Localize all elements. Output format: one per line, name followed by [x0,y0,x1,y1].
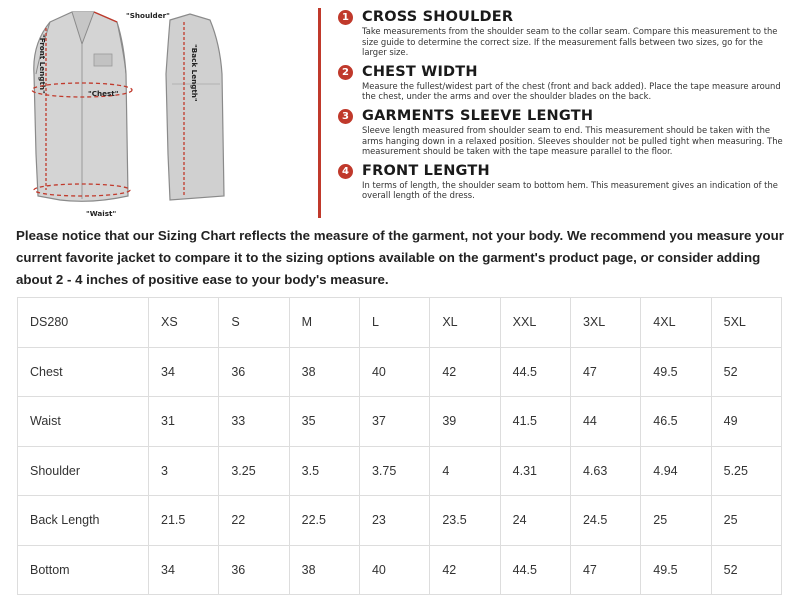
table-row-label: Bottom [18,545,149,595]
table-cell: 38 [289,545,359,595]
table-row-label: Back Length [18,496,149,546]
table-cell: 36 [219,545,289,595]
table-header-row [18,298,782,348]
table-header-cell: L [359,298,429,348]
instruction-list [338,8,788,206]
instruction-title: GARMENTS SLEEVE LENGTH [362,107,594,124]
instruction-sleeve-length [338,107,788,157]
table-cell: 39 [430,397,500,447]
table-header-cell: XS [149,298,219,348]
table-cell: 33 [219,397,289,447]
table-cell: 44 [570,397,640,447]
table-header-cell: XXL [500,298,570,348]
table-cell: 46.5 [641,397,711,447]
table-cell: 24.5 [570,496,640,546]
table-cell: 40 [359,545,429,595]
table-cell: 49.5 [641,347,711,397]
instruction-title: CHEST WIDTH [362,63,478,80]
vest-diagram [22,4,232,219]
table-row [18,347,782,397]
chest-label: "Chest" [88,89,119,98]
table-cell: 3 [149,446,219,496]
table-cell: 38 [289,347,359,397]
table-cell: 42 [430,545,500,595]
table-row [18,496,782,546]
table-cell: 37 [359,397,429,447]
red-divider [318,8,321,218]
instruction-text: In terms of length, the shoulder seam to bottom hem. This measurement gives an indication of the overall length of the dress. [362,179,778,201]
vest-pocket [94,54,112,66]
table-row-label: Chest [18,347,149,397]
table-cell: 24 [500,496,570,546]
table-cell: 25 [641,496,711,546]
table-cell: 41.5 [500,397,570,447]
instruction-text: Measure the fullest/widest part of the chest (front and back added). Place the tape measure around the chest, under the arms and over the shoulder blades on the back. [362,80,781,102]
instruction-title: CROSS SHOULDER [362,9,514,25]
waist-label: "Waist" [86,209,117,218]
instruction-chest-width [338,63,788,102]
table-header-cell: 5XL [711,298,781,348]
table-header-cell: 4XL [641,298,711,348]
measurement-guide [0,0,800,222]
table-cell: 44.5 [500,347,570,397]
table-cell-model: DS280 [18,298,149,348]
instruction-front-length [338,162,788,201]
table-row [18,446,782,496]
table-cell: 49 [711,397,781,447]
table-cell: 21.5 [149,496,219,546]
table-cell: 47 [570,347,640,397]
table-cell: 47 [570,545,640,595]
table-cell: 22 [219,496,289,546]
step-number-badge: 4 [338,164,353,179]
table-cell: 3.25 [219,446,289,496]
table-cell: 3.5 [289,446,359,496]
table-header-cell: S [219,298,289,348]
table-row [18,397,782,447]
table-cell: 23 [359,496,429,546]
table-cell: 3.75 [359,446,429,496]
table-cell: 49.5 [641,545,711,595]
table-row-label: Shoulder [18,446,149,496]
instruction-cross-shoulder [338,8,788,58]
instruction-text: Take measurements from the shoulder seam to the collar seam. Compare this measurement to the size guide to determine the correct size. If the measurement falls between two sizes, go for the larger size. [362,26,778,58]
vest-back-shape [166,14,224,200]
table-header-cell: M [289,298,359,348]
table-cell: 25 [711,496,781,546]
table-cell: 4.94 [641,446,711,496]
table-cell: 42 [430,347,500,397]
table-cell: 4.63 [570,446,640,496]
size-chart-table [17,297,782,595]
step-number-badge: 1 [338,10,353,25]
table-cell: 22.5 [289,496,359,546]
instruction-title: FRONT LENGTH [362,162,490,179]
back-length-label: "Back Length" [190,44,199,102]
shoulder-label: "Shoulder" [126,11,170,20]
table-cell: 4 [430,446,500,496]
table-cell: 34 [149,545,219,595]
front-length-label: "Front Length" [38,34,47,94]
step-number-badge: 3 [338,109,353,124]
table-cell: 52 [711,545,781,595]
table-row-label: Waist [18,397,149,447]
table-cell: 35 [289,397,359,447]
table-header-cell: XL [430,298,500,348]
table-cell: 5.25 [711,446,781,496]
table-cell: 34 [149,347,219,397]
step-number-badge: 2 [338,65,353,80]
table-cell: 23.5 [430,496,500,546]
table-cell: 31 [149,397,219,447]
table-cell: 40 [359,347,429,397]
sizing-notice: Please notice that our Sizing Chart reflects the measure of the garment, not your body. We recommend you measure your current favorite jacket to compare it to the sizing options available on the garment's product page, or consider adding about 2 - 4 inches of positive ease to your body's measure. [16,228,784,287]
table-row [18,545,782,595]
vest-illustration [22,4,232,219]
table-cell: 52 [711,347,781,397]
table-cell: 4.31 [500,446,570,496]
instruction-text: Sleeve length measured from shoulder seam to end. This measurement should be taken with the arms hanging down in a relaxed position. Sleeves shoulder not be pulled tight when measuring. The measurement should be taken with the tape measure parallel to the floor. [362,124,783,157]
table-cell: 44.5 [500,545,570,595]
table-header-cell: 3XL [570,298,640,348]
table-cell: 36 [219,347,289,397]
